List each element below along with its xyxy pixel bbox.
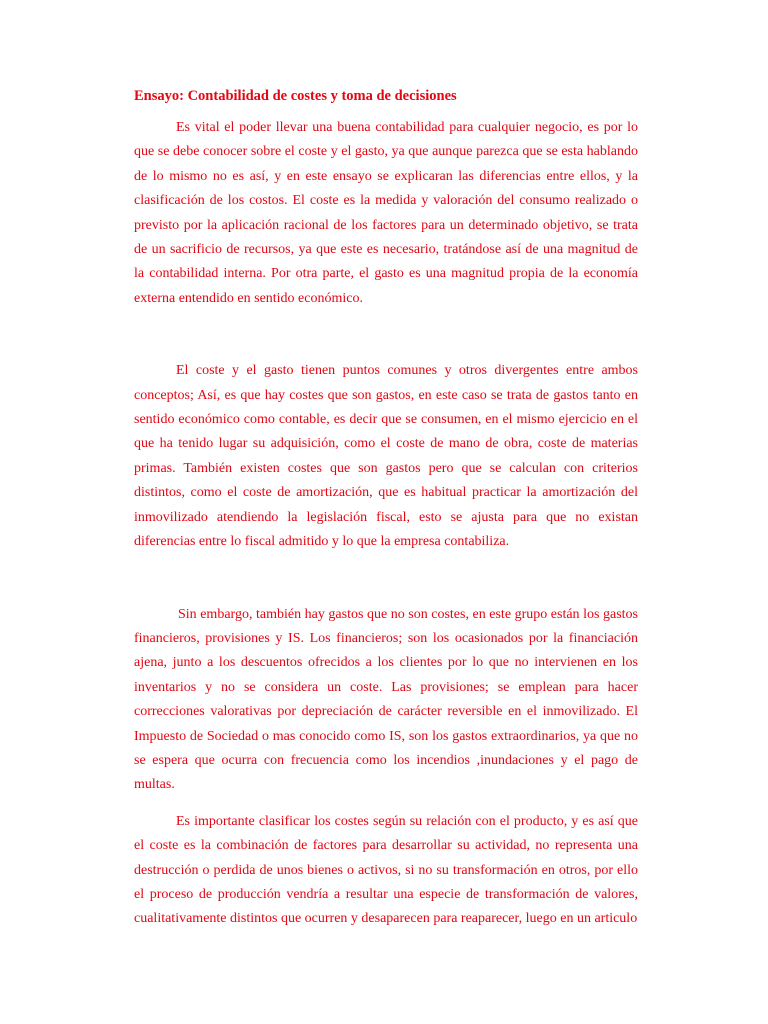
paragraph-2: El coste y el gasto tienen puntos comunes y otros divergentes entre ambos conceptos; Así, es que hay costes que son gastos, en este caso se trata de gastos tanto en sentido económico como contable, es decir que se consumen, en el mismo ejercicio en el que ha tenido lugar su adquisición, como el coste de mano de obra, coste de materias primas. También existen costes que son gastos pero que se calculan con criterios distintos, como el coste de amortización, que es habitual practicar la amortización del inmovilizado atendiendo la legislación fiscal, esto se ajusta para que no existan diferencias entre lo fiscal admitido y lo que la empresa contabiliza. — [134, 363, 638, 550]
paragraph-1: Es vital el poder llevar una buena contabilidad para cualquier negocio, es por lo que se debe conocer sobre el coste y el gasto, ya que aunque parezca que se esta hablando de lo mismo no es así, y en este ensayo se explicaran las diferencias entre ellos, y la clasificación de los costos. El coste es la medida y valoración del consumo realizado o previsto por la aplicación racional de los factores para un determinado objetivo, se trata de un sacrificio de recursos, ya que este es necesario, tratándose así de una magnitud de la contabilidad interna. Por otra parte, el gasto es una magnitud propia de la economía externa entendido en sentido económico. — [134, 120, 638, 306]
paragraph-3: Sin embargo, también hay gastos que no son costes, en este grupo están los gastos financieros, provisiones y IS. Los financieros; son los ocasionados por la financiación ajena, junto a los descuentos ofrecidos a los clientes por lo que no intervienen en los inventarios y no se considera un coste. Las provisiones; se emplean para hacer correcciones valorativas por depreciación de carácter reversible en el inmovilizado. El Impuesto de Sociedad o mas conocido como IS, son los gastos extraordinarios, ya que no se espera que ocurra con frecuencia como los incendios ,inundaciones y el pago de multas. — [134, 606, 638, 793]
document-body — [134, 84, 638, 932]
essay-title: Ensayo: Contabilidad de costes y toma de decisiones — [134, 88, 457, 104]
paragraph-4: Es importante clasificar los costes según su relación con el producto, y es así que el coste es la combinación de factores para desarrollar su actividad, no representa una destrucción o perdida de unos bienes o activos, si no su transformación en otros, por ello el proceso de producción vendría a resultar una especie de transformación de valores, cualitativamente distintos que ocurren y desaparecen para reaparecer, luego en un articulo — [134, 813, 638, 927]
